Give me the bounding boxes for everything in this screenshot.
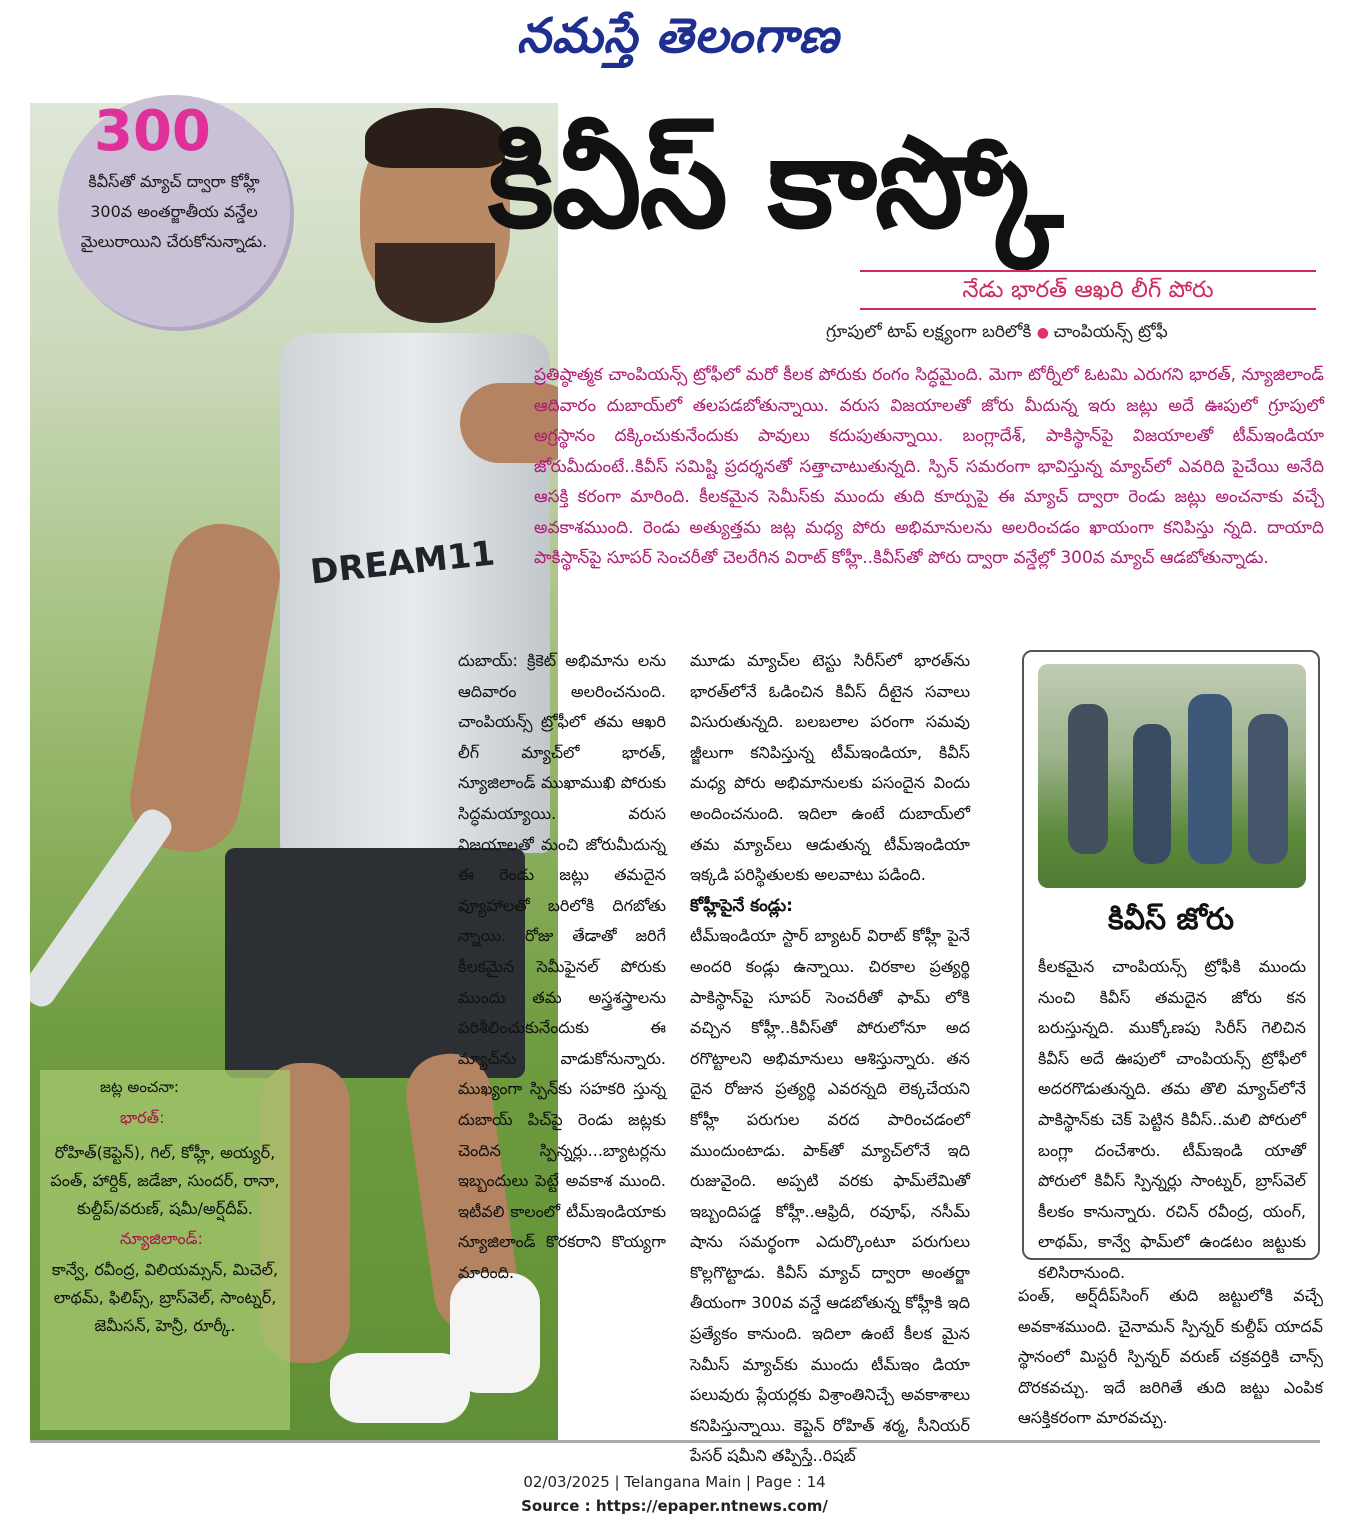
sidebar-body: కీలకమైన చాంపియన్స్ ట్రోఫీకి ముందు నుంచి కివీస్ తమదైన జోరు కన బరుస్తున్నది. ముక్కోణపు సిరీస్ గెలిచిన కివీస్ అదే ఊపులో చాంపియన్స్ ట్రోఫీలో అదరగొడుతున్నది. తమ తొలి మ్యాచ్‌లోనే పాకిస్థాన్‌కు చెక్ పెట్టిన కివీస్..మలి పోరులో బంగ్లా దంచేశారు. టీమ్ఇండి యాతో పోరులో కివీస్ స్పిన్నర్లు సాంట్నర్, బ్రాస్‌వెల్ కీలకం కానున్నారు. రచిన్ రవీంద్ర, యంగ్, లాథమ్, కాన్వే ఫామ్‌లో ఉండటం జట్టుకు కలిసిరానుంది. bbox=[1038, 957, 1306, 1282]
article-column-2 bbox=[690, 646, 970, 1472]
masthead: నమస్తే తెలంగాణ bbox=[516, 8, 840, 64]
kiwis-practice-photo bbox=[1038, 664, 1306, 888]
photo-beard bbox=[375, 243, 495, 323]
milestone-badge bbox=[58, 95, 290, 327]
photo-jersey-text: DREAM11 bbox=[308, 533, 497, 593]
footer-source-link[interactable]: Source : https://epaper.ntnews.com/ bbox=[521, 1497, 828, 1515]
photo-player-4 bbox=[1248, 714, 1288, 864]
photo-player-3 bbox=[1188, 694, 1232, 864]
headline: కివీస్ కాస్కో bbox=[488, 109, 1062, 256]
photo-shoe-right bbox=[450, 1273, 540, 1393]
team-india-name: భారత్: bbox=[120, 1108, 165, 1127]
probable-teams-box bbox=[40, 1070, 290, 1430]
column-2-text-b: టీమ్ఇండియా స్టార్ బ్యాటర్ విరాట్ కోహ్లీ పైనే అందరి కండ్లు ఉన్నాయి. చిరకాల ప్రత్యర్థి పాకిస్థాన్‌పై సూపర్ సెంచరీతో ఫామ్ లోకి వచ్చిన కోహ్లీ..కివీస్‌తో పోరులోనూ అద రగొట్టాలని అభిమానులు ఆశిస్తున్నారు. తన దైన రోజున ప్రత్యర్థి ఎవరన్నది లెక్కచేయని కోహ్లీ పరుగుల వరద పారించడంలో ముందుంటాడు. పాక్‌తో మ్యాచ్‌లోనే ఇది రుజువైంది. అప్పటి వరకు ఫామ్‌లేమితో ఇబ్బందిపడ్డ కోహ్లీ..ఆఫ్రిదీ, రవూఫ్, నసీమ్ షాను సమర్థంగా ఎదుర్కొంటూ పరుగులు కొల్లగొట్టాడు. కివీస్ మ్యాచ్ ద్వారా అంతర్జా తీయంగా 300వ వన్డే ఆడబోతున్న కోహ్లీకి ఇది ప్రత్యేకం కానుంది. ఇదిలా ఉంటే కీలక మైన సెమీస్ మ్యాచ్‌కు ముందు టీమ్ఇం డియా పలువురు ప్లేయర్లకు విశ్రాంతినిచ్చే అవకాశాలు కనిపిస్తున్నాయి. కెప్టెన్ రోహిత్ శర్మ, సీనియర్ పేసర్ షమీని తప్పిస్తే..రిషబ్ bbox=[690, 926, 970, 1466]
column-2-text-a: మూడు మ్యాచ్‌ల టెస్టు సిరీస్‌లో భారత్‌ను భారత్‌లోనే ఓడించిన కివీస్ దీటైన సవాలు విసురుతున్నది. బలబలాల పరంగా సమవు జ్జీలుగా కనిపిస్తున్న టీమ్ఇండియా, కివీస్ మధ్య పోరు అభిమానులకు పసందైన విందు అందించనుంది. ఇదిలా ఉంటే దుబాయ్‌లో తమ మ్యాచ్‌లు ఆడుతున్న టీమ్ఇండియా ఇక్కడి పరిస్థితులకు అలవాటు పడింది. bbox=[690, 651, 970, 885]
column-3-text: పంత్, అర్ష్‌దీప్‌సింగ్ తుది జట్టులోకి వచ్చే అవకాశముంది. చైనామన్ స్పిన్నర్ కుల్దీప్ యాదవ్ స్థానంలో మిస్టరీ స్పిన్నర్ వరుణ్ చక్రవర్తికి చాన్స్ దొరకవచ్చు. ఇదే జరిగితే తుది జట్టు ఎంపిక ఆసక్తికరంగా మారవచ్చు. bbox=[1018, 1286, 1323, 1428]
lede-text: ప్రతిష్ఠాత్మక చాంపియన్స్ ట్రోఫీలో మరో కీలక పోరుకు రంగం సిద్ధమైంది. మెగా టోర్నీలో ఓటమి ఎరుగని భారత్, న్యూజిలాండ్ ఆదివారం దుబాయ్‌లో తలపడబోతున్నాయి. వరుస విజయాలతో జోరు మీదున్న ఇరు జట్లు అదే ఊపులో గ్రూపులో అగ్రస్థానం దక్కించుకునేందుకు పావులు కదుపుతున్నాయి. బంగ్లాదేశ్, పాకిస్థాన్‌పై విజయాలతో టీమ్ఇండియా జోరుమీదుంటే..కివీస్ సమిష్టి ప్రదర్శనతో సత్తాచాటుతున్నది. స్పిన్ సమరంగా భావిస్తున్న మ్యాచ్‌లో ఎవరిది పైచేయి అనేది ఆసక్తి కరంగా మారింది. కీలకమైన సెమీస్‌కు ముందు తుది కూర్పుపై ఈ మ్యాచ్ ద్వారా రెండు జట్లు అంచనాకు వచ్చే అవకాశముంది. రెండు అత్యుత్తమ జట్ల మధ్య పోరు అభిమానులను అలరించడం ఖాయంగా కనిపిస్తు న్నది. దాయాది పాకిస్థాన్‌పై సూపర్ సెంచరీతో చెలరేగిన విరాట్ కోహ్లీ..కివీస్‌తో పోరు ద్వారా వన్డేల్లో 300వ మ్యాచ్ ఆడబోతున్నాడు. bbox=[534, 365, 1324, 568]
article-column-3 bbox=[1018, 1281, 1323, 1434]
team-nz-players: కాన్వే, రవీంద్ర, విలియమ్సన్, మిచెల్, లాథమ్, ఫిలిప్స్, బ్రాస్‌వెల్, సాంట్నర్, జెమీసన్, హెన్రీ, రూర్కీ. bbox=[51, 1260, 279, 1335]
photo-player-1 bbox=[1068, 704, 1108, 854]
footer-edition-line: 02/03/2025 | Telangana Main | Page : 14 bbox=[523, 1473, 826, 1491]
column-1-text: దుబాయ్: క్రికెట్ అభిమాను లను ఆదివారం అలరించనుంది. చాంపియన్స్ ట్రోఫీలో తమ ఆఖరి లీగ్ మ్యాచ్‌లో భారత్, న్యూజిలాండ్ ముఖాముఖి పోరుకు సిద్ధమయ్యాయి. వరుస విజయాలతో మంచి జోరుమీదున్న ఈ రెండు జట్లు తమదైన వ్యూహాలతో బరిలోకి దిగబోతు న్నాయి. రోజు తేడాతో జరిగే కీలకమైన సెమీఫైనల్ పోరుకు ముందు తమ అస్త్రశస్త్రాలను పరిశీలించుకునేందుకు ఈ మ్యాచ్‌ను వాడుకోనున్నారు. ముఖ్యంగా స్పిన్‌కు సహకరి స్తున్న దుబాయ్ పిచ్‌పై రెండు జట్లకు చెందిన స్పిన్నర్లు...బ్యాటర్లను ఇబ్బందులు పెట్టే అవకాశ ముంది. ఇటీవలి కాలంలో టీమ్ఇండియాకు న్యూజిలాండ్ కొరకరాని కొయ్యగా మారింది. bbox=[458, 651, 666, 1282]
team-nz-name: న్యూజిలాండ్: bbox=[120, 1229, 203, 1248]
photo-shoe-left bbox=[330, 1353, 470, 1423]
milestone-number: 300 bbox=[94, 99, 211, 164]
kicker-left: గ్రూపులో టాప్ లక్ష్యంగా బరిలోకి bbox=[826, 322, 1032, 342]
photo-player-2 bbox=[1133, 724, 1171, 864]
kicker-right: చాంపియన్స్ ట్రోఫీ bbox=[1053, 322, 1168, 342]
sidebar-title: కివీస్ జోరు bbox=[1107, 902, 1234, 937]
photo-hair bbox=[365, 108, 505, 168]
teams-heading: జట్ల అంచనా: bbox=[100, 1078, 179, 1096]
milestone-text: కివీస్‌తో మ్యాచ్ ద్వారా కోహ్లీ 300వ అంతర్జాతీయ వన్డేల మైలురాయిని చేరుకోనున్నాడు. bbox=[80, 172, 268, 251]
kiwis-sidebar-box bbox=[1022, 650, 1320, 1282]
lede-paragraph bbox=[534, 360, 1324, 574]
column-2-subhead: కోహ్లీపైనే కండ్లు: bbox=[690, 895, 793, 916]
photo-arm-left bbox=[122, 516, 288, 860]
bullet-icon: ● bbox=[1036, 325, 1054, 341]
subheadline: నేడు భారత్ ఆఖరి లీగ్ పోరు bbox=[860, 270, 1316, 310]
page-bottom-rule bbox=[30, 1440, 1320, 1443]
team-india-players: రోహిత్(కెప్టెన్), గిల్, కోహ్లీ, అయ్యర్, పంత్, హార్దిక్, జడేజా, సుందర్, రానా, కుల్దీప్/వరుణ్, షమీ/అర్ష్‌దీప్. bbox=[50, 1143, 280, 1218]
photo-bat bbox=[30, 804, 177, 1012]
page-footer bbox=[0, 1470, 1349, 1518]
article-column-1 bbox=[458, 646, 666, 1288]
kicker bbox=[826, 322, 1316, 346]
